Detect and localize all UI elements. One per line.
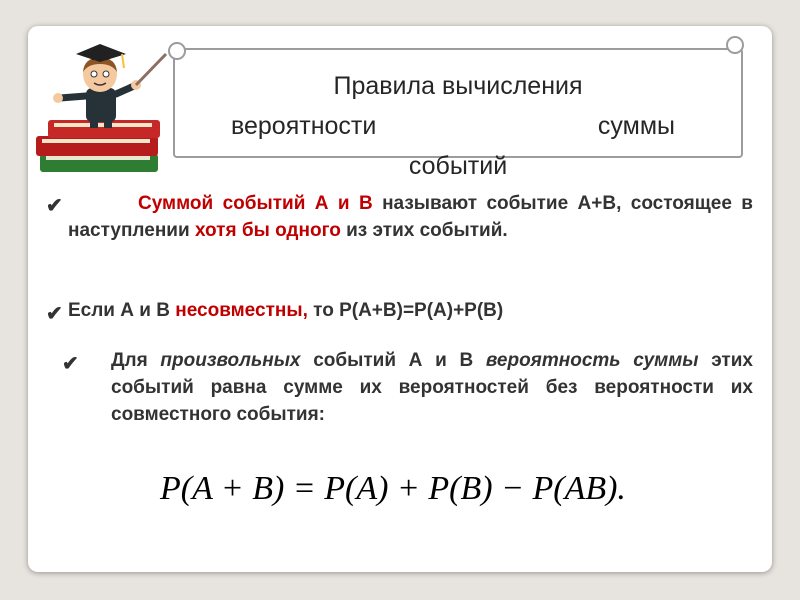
- rule1-text2: из этих событий.: [340, 220, 508, 241]
- rule1-text1: называют событие А+В, состоящее в наступлении: [68, 193, 753, 241]
- rule2-highlight: несовместны,: [175, 300, 308, 321]
- scroll-curl: [168, 42, 186, 60]
- rule2-text2: то Р(А+В)=Р(А)+Р(В): [307, 300, 504, 321]
- check-mark-icon: ✔: [46, 195, 63, 217]
- title-line-2b: суммы: [597, 112, 675, 140]
- rule3-italic1: произвольных: [160, 350, 301, 371]
- rule-sum-definition: [68, 190, 753, 244]
- title-line-2a: вероятности: [231, 112, 377, 140]
- page-title: [183, 66, 733, 186]
- rule1-highlight: хотя бы одного: [194, 220, 341, 241]
- formula-text: P(A + B) = P(A) + P(B) − P(AB).: [160, 470, 626, 507]
- rule-arbitrary: [111, 347, 753, 428]
- rule3-text2: событий А и В: [300, 350, 486, 371]
- title-line-3: событий: [408, 152, 508, 180]
- teacher-on-books-icon: [34, 36, 174, 186]
- check-mark-icon: ✔: [46, 303, 63, 325]
- check-mark-icon: ✔: [62, 353, 79, 375]
- rule3-italic2: вероятность суммы: [485, 350, 699, 371]
- title-line-2: [183, 106, 733, 146]
- title-line-1: Правила вычисления: [333, 72, 583, 100]
- rule2-text1: Если А и В: [68, 300, 176, 321]
- rule1-term: Суммой событий А и В: [138, 193, 373, 214]
- rule3-text1: Для: [111, 350, 161, 371]
- rule-incompatible: [68, 297, 758, 324]
- scroll-curl: [726, 36, 744, 54]
- rule3-text3: этих событий равна сумме их вероятностей без вероятности их совместного события:: [111, 350, 753, 425]
- probability-sum-formula: [160, 470, 626, 508]
